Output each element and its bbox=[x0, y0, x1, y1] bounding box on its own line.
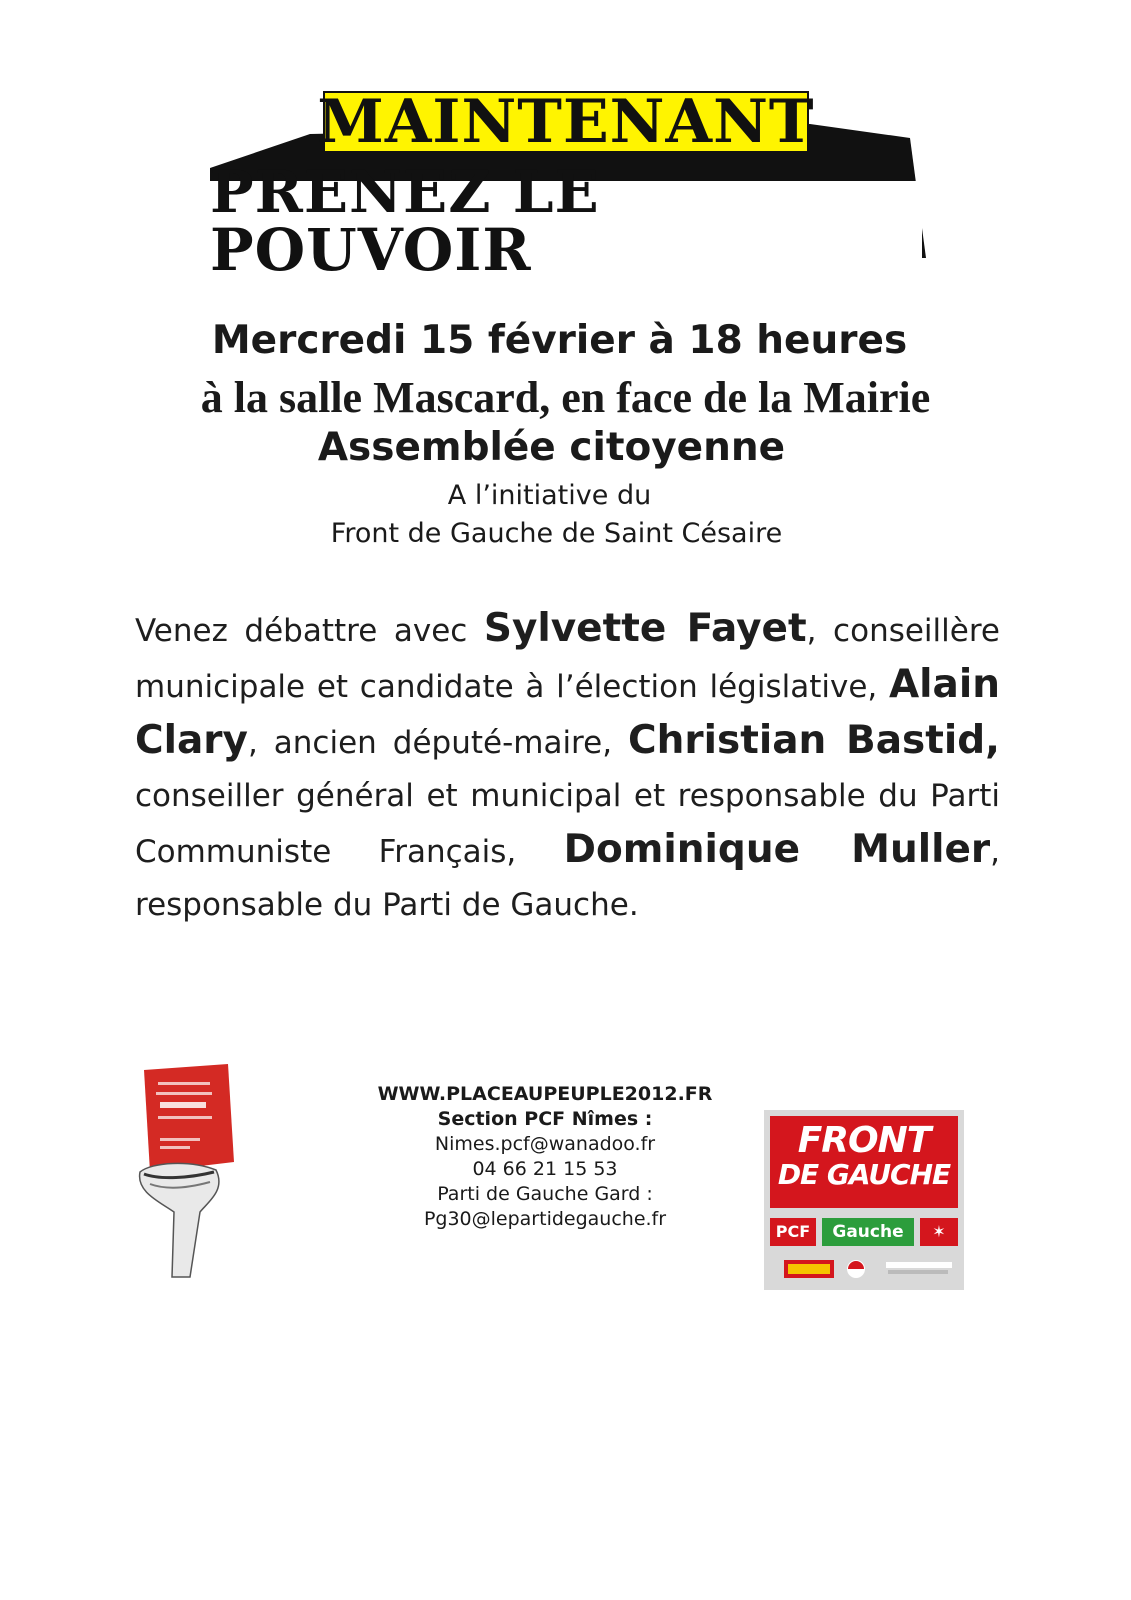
speaker-role: , ancien député-maire, bbox=[247, 725, 629, 761]
speaker-name: Christian Bastid, bbox=[628, 718, 1000, 763]
event-date: Mercredi 15 février à 18 heures bbox=[211, 318, 908, 363]
website-link[interactable]: WWW.PLACEAUPEUPLE2012.FR bbox=[377, 1083, 713, 1105]
speaker-role: , responsable du Parti de Gauche. bbox=[135, 834, 1000, 923]
speaker-name: Dominique Muller bbox=[563, 827, 991, 872]
pcf-section-label: Section PCF Nîmes : bbox=[437, 1108, 653, 1130]
speakers-paragraph bbox=[135, 602, 1000, 932]
banner-top-text: MAINTENANT bbox=[317, 87, 815, 157]
speaker-role: conseiller général et municipal et responsable du Parti Communiste Français, bbox=[135, 778, 1000, 870]
logo-line1: FRONT bbox=[797, 1120, 931, 1161]
intro-text: Venez débattre avec bbox=[135, 613, 484, 649]
parti-de-gauche-logo: Gauche bbox=[822, 1218, 914, 1246]
pcf-email[interactable]: Nimes.pcf@wanadoo.fr bbox=[434, 1133, 656, 1155]
pg-email[interactable]: Pg30@lepartidegauche.fr bbox=[423, 1208, 667, 1230]
pg-section-label: Parti de Gauche Gard : bbox=[437, 1183, 653, 1205]
front-de-gauche-logo bbox=[764, 1110, 964, 1290]
logo-red-block bbox=[770, 1116, 958, 1208]
speaker-role: , conseillère municipale et candidate à l’élection législative, bbox=[135, 613, 1000, 705]
event-place: à la salle Mascard, en face de la Mairie bbox=[200, 373, 931, 422]
contact-block bbox=[350, 1082, 740, 1232]
event-title: Assemblée citoyenne bbox=[317, 425, 786, 470]
star-logo-icon: ✶ bbox=[920, 1218, 958, 1246]
event-organizer: Front de Gauche de Saint Césaire bbox=[330, 518, 783, 549]
event-initiative: A l’initiative du bbox=[447, 480, 652, 511]
partner-logos bbox=[770, 1218, 958, 1248]
headline-banner bbox=[210, 86, 930, 284]
hand-holding-booklet-image bbox=[130, 1062, 240, 1282]
speaker-name: Sylvette Fayet bbox=[483, 606, 807, 651]
banner-bottom-text: PRENEZ LE POUVOIR bbox=[210, 181, 922, 261]
small-partner-logos bbox=[784, 1258, 954, 1280]
pcf-logo: PCF bbox=[770, 1218, 816, 1246]
logo-line2: DE GAUCHE bbox=[777, 1158, 951, 1191]
speaker-name: Alain Clary bbox=[135, 662, 1000, 763]
pcf-phone: 04 66 21 15 53 bbox=[472, 1158, 618, 1180]
